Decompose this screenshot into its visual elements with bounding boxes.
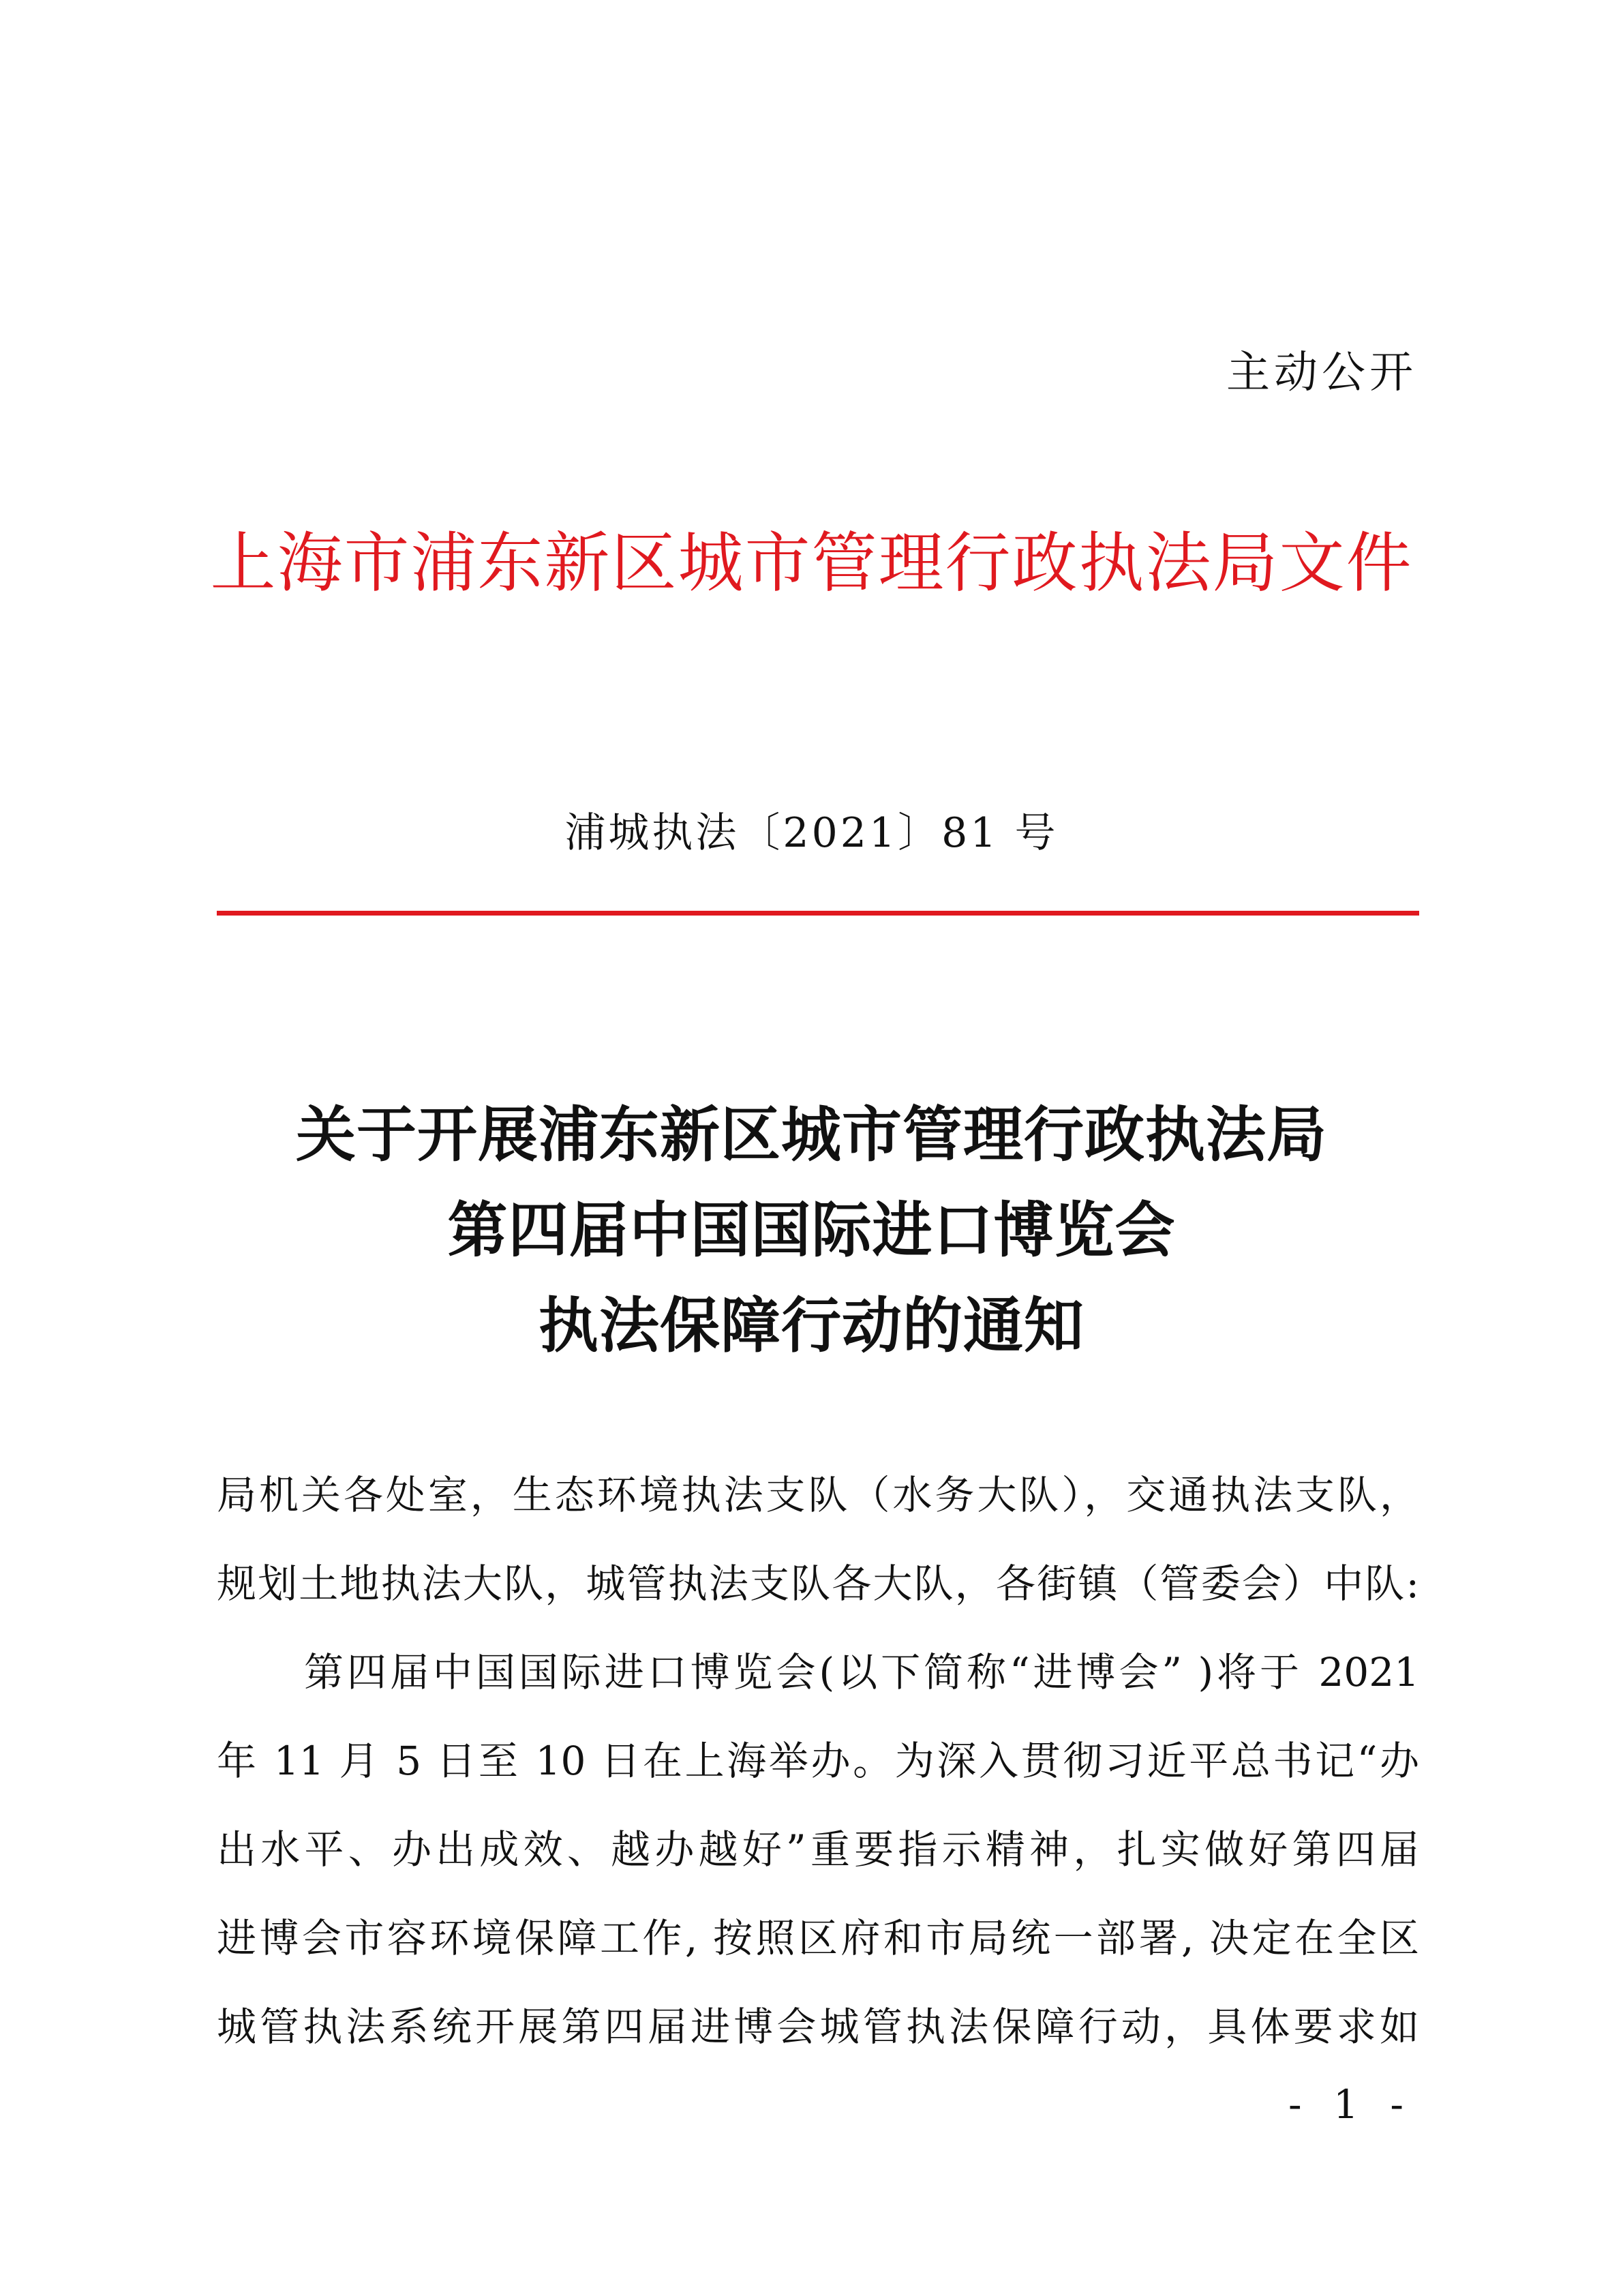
paragraph-line: 出水平、办出成效、越办越好”重要指示精神，扎实做好第四届 <box>217 1826 1419 1873</box>
paragraph-line: 年 11 月 5 日至 10 日在上海举办。为深入贯彻习近平总书记“办 <box>217 1738 1419 1784</box>
body-text <box>217 1451 1419 2071</box>
paragraph-line: 进博会市容环境保障工作, 按照区府和市局统一部署, 决定在全区 <box>217 1915 1419 1961</box>
page-number: - 1 - <box>1288 2081 1413 2128</box>
title-line: 执法保障行动的通知 <box>538 1290 1084 1361</box>
disclosure-label: 主动公开 <box>1226 348 1417 398</box>
recipients-line: 规划土地执法大队，城管执法支队各大队，各街镇（管委会）中队: <box>217 1560 1419 1607</box>
title-line: 关于开展浦东新区城市管理行政执法局 <box>295 1099 1327 1170</box>
title-line: 第四届中国国际进口博览会 <box>447 1194 1176 1265</box>
paragraph-line: 第四届中国国际进口博览会(以下简称“进博会” )将于 2021 <box>304 1649 1419 1695</box>
issuer-heading: 上海市浦东新区城市管理行政执法局文件 <box>210 525 1413 601</box>
red-divider-line <box>217 911 1419 916</box>
recipients-line: 局机关各处室，生态环境执法支队（水务大队），交通执法支队， <box>217 1472 1419 1518</box>
document-number: 浦城执法〔2021〕81 号 <box>564 809 1059 857</box>
document-title <box>0 1099 1623 1391</box>
paragraph-line: 城管执法系统开展第四届进博会城管执法保障行动，具体要求如 <box>217 2004 1419 2050</box>
